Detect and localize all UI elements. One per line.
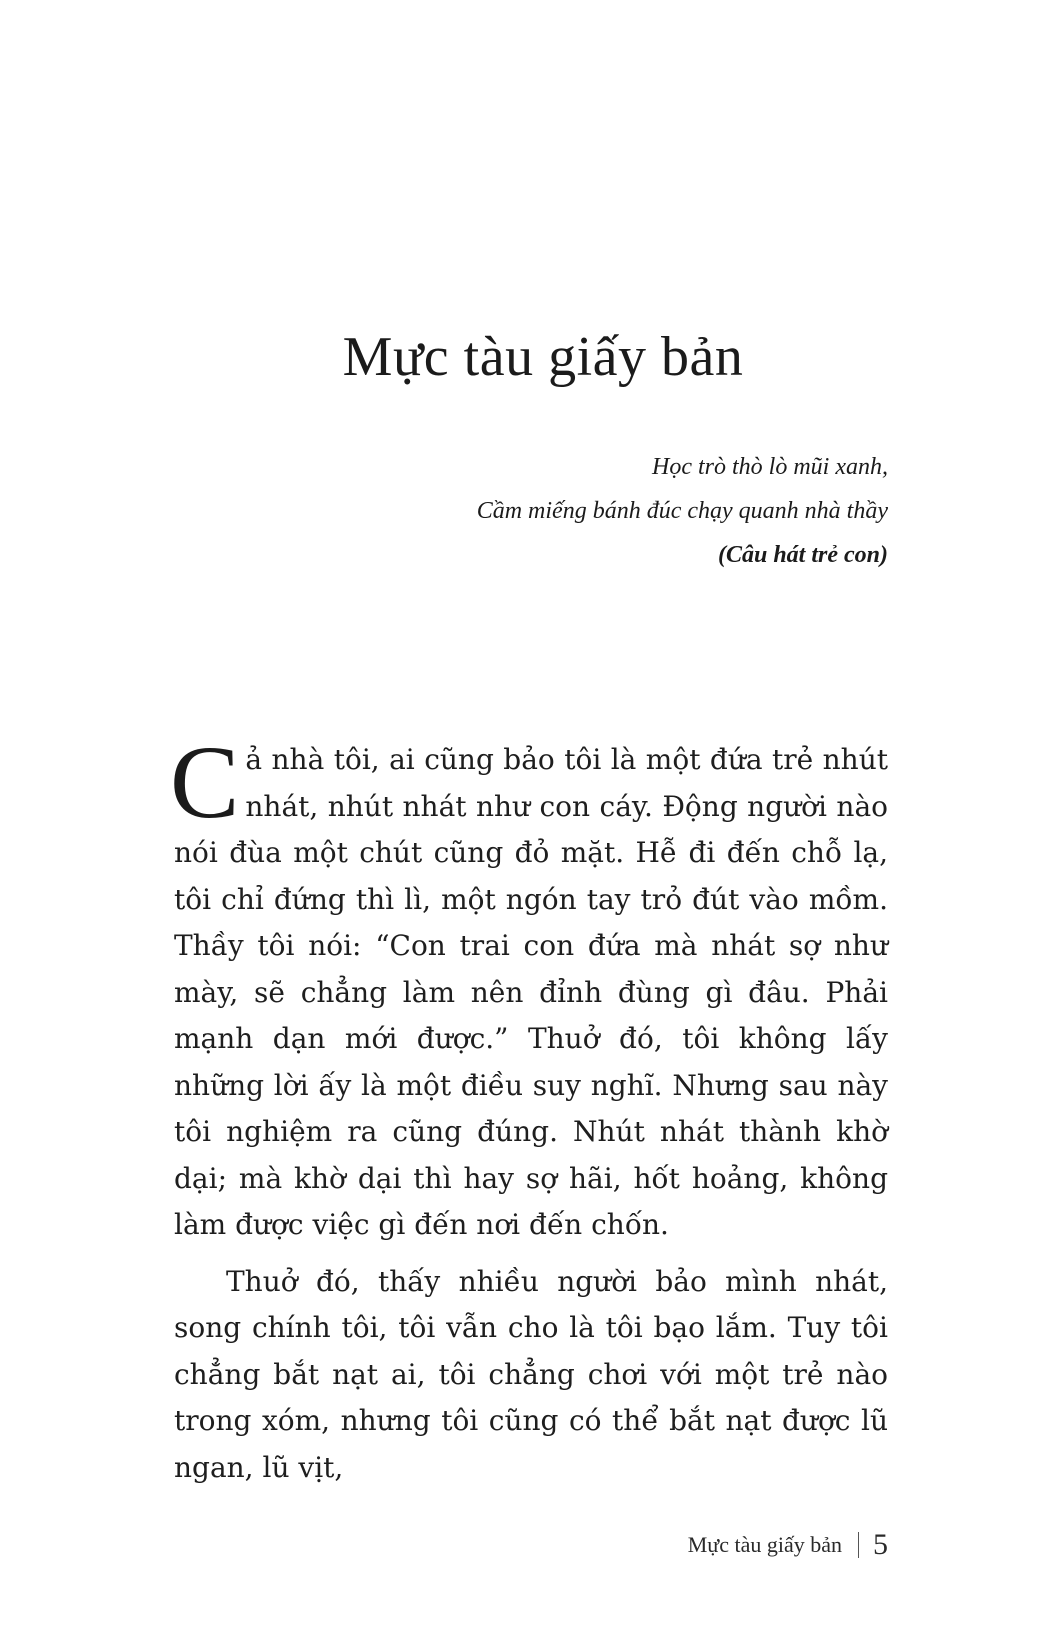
drop-cap: C bbox=[170, 725, 240, 840]
body-text bbox=[170, 725, 888, 1491]
page-number: 5 bbox=[873, 1528, 888, 1561]
footer-divider bbox=[858, 1532, 859, 1558]
paragraph: Thuở đó, thấy nhiều người bảo mình nhát, song chính tôi, tôi vẫn cho là tôi bạo lắm. Tuy tôi chẳng bắt nạt ai, tôi chẳng chơi với một trẻ nào trong xóm, nhưng tôi cũng có thể bắt nạt được lũ ngan, lũ vịt, bbox=[174, 1264, 888, 1484]
epigraph-line: Học trò thò lò mũi xanh, bbox=[652, 454, 888, 480]
epigraph-source: (Câu hát trẻ con) bbox=[717, 542, 888, 568]
running-title: Mực tàu giấy bản bbox=[687, 1532, 842, 1557]
paragraph bbox=[170, 725, 888, 1249]
chapter-title: Mực tàu giấy bản bbox=[342, 326, 744, 388]
epigraph-line: Cầm miếng bánh đúc chạy quanh nhà thầy bbox=[476, 498, 888, 524]
paragraph-text: ả nhà tôi, ai cũng bảo tôi là một đứa trẻ nhút nhát, nhút nhát như con cáy. Động người nào nói đùa một chút cũng đỏ mặt. Hễ đi đến chỗ lạ, tôi chỉ đứng thì lì, một ngón tay trỏ đút vào mồm. Thầy tôi nói: “Con trai con đứa mà nhát sợ như mày, sẽ chẳng làm nên đỉnh đùng gì đâu. Phải mạnh dạn mới được.” Thuở đó, tôi không lấy những lời ấy là một điều suy nghĩ. Nhưng sau này tôi nghiệm ra cũng đúng. Nhút nhát thành khờ dại; mà khờ dại thì hay sợ hãi, hốt hoảng, không làm được việc gì đến nơi đến chốn. bbox=[174, 743, 888, 1241]
epigraph bbox=[477, 445, 888, 577]
running-footer bbox=[688, 1530, 888, 1560]
